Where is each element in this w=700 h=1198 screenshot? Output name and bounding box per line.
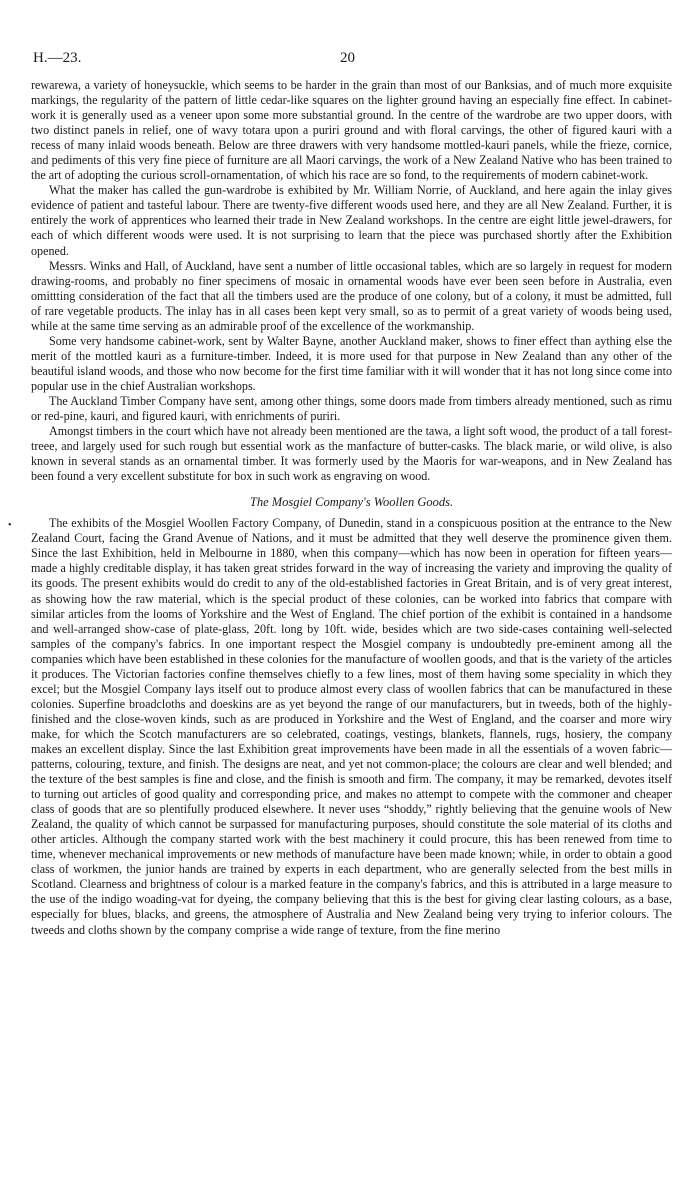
paragraph: Messrs. Winks and Hall, of Auckland, have sent a number of little occasional tables, which are so largely in request for modern drawing-rooms, and probably no finer specimens of mosaic in ornamental woods have ever been seen before in Australia, even omittting consideration of the fact that all the timbers used are the produce of one colony, but of a colony, it must be admitted, full of rare vegetable products. The inlay has in all cases been kept very small, so as to permit of a great variety of woods being used, while at the same time serving as an admirable proof of the excellence of the workmanship. bbox=[31, 258, 672, 333]
page-number: 20 bbox=[340, 50, 355, 66]
paragraph: Amongst timbers in the court which have not already been mentioned are the tawa, a light soft wood, the product of a tall forest-treee, and largely used for such rough but essential work as the manfacture of butter-casks. The black marie, or wild olive, is also known in several stands as an ornamental timber. It was formerly used by the Maoris for war-weapons, and in New Zealand has been found a very excellent substitute for box in such work as engraving on wood. bbox=[31, 424, 672, 484]
paragraph: The exhibits of the Mosgiel Woollen Factory Company, of Dunedin, stand in a conspicuous position at the entrance to the New Zealand Court, facing the Grand Avenue of Nations, and it must be admitted that they well deserve the prominence given them. Since the last Exhibition, held in Melbourne in 1880, when this company—which has now been in operation for fifteen years—made a highly creditable display, it has taken great strides forward in the way of increasing the variety and improving the quality of its goods. The present exhibits would do credit to any of the old-established factories in Great Britain, and is of very great interest, as showing how the raw material, which is the special product of these colonies, can be worked into fabrics that compare with similar articles from the looms of Yorkshire and the West of England. The chief portion of the exhibit is contained in a handsome and well-arranged show-case of plate-glass, 20ft. long by 10ft. wide, besides which are two side-cases containing well-selected samples of the company's fabrics. In one important respect the Mosgiel company is undoubtedly pre-eminent among all the companies which have been established in these colonies for the manufacture of woollen goods, and that is the variety of the articles it produces. The Victorian factories confine themselves chiefly to a few lines, most of them having some speciality in which they excel; but the Mosgiel Company lays itself out to produce almost every class of woollen fabrics that can be manufactured in these colonies. Superfine broadcloths and doeskins are as yet beyond the range of our manufacturers, but in tweeds, both of the highly-finished and the close-woven kinds, such as are produced in Yorkshire and the West of England, and the coarser and more wiry make, for which the Scotch manufacturers are so celebrated, coatings, vestings, blankets, flannels, rugs, hosiery, the company makes an excellent display. Since the last Exhibition great improvements have been made in all the essentials of a woven fabric—patterns, colouring, texture, and finish. The designs are neat, and yet not common-place; the colours are clear and well blended; and the texture of the best samples is fine and close, and the finish is smooth and firm. The company, it may be remarked, devotes itself to turning out articles of good quality and corresponding price, and makes no attempt to compete with the commoner and cheaper class of goods that are so plentifully produced elsewhere. It never uses “shoddy,” rightly believing that the genuine wools of New Zealand, the quality of which cannot be surpassed for manufacturing purposes, should constitute the sole material of its cloths and other articles. Although the company started work with the best machinery it could procure, this has been renewed from time to time, whenever mechanical improvements or new methods of manufacture have been made known; while, in order to obtain a good class of workmen, the junior hands are trained by experts in each department, who are generally selected from the best mills in Scotland. Clearness and brightness of colour is a marked feature in the company's fabrics, and this is attributed in a large measure to the use of the indigo woading-vat for dyeing, the company believing that this is the best for giving clear lasting colours, as a base, especially for blues, blacks, and greens, the atmosphere of Australia and New Zealand being very trying to inferior colours. The tweeds and cloths shown by the company comprise a wide range of texture, from the fine merino bbox=[31, 516, 672, 937]
margin-mark: • bbox=[8, 520, 12, 531]
section-heading: The Mosgiel Company's Woollen Goods. bbox=[249, 495, 454, 510]
paragraph: Some very handsome cabinet-work, sent by Walter Bayne, another Auckland maker, shows to finer effect than aything else the merit of the mottled kauri as a furniture-timber. Indeed, it is more used for that purpose in New Zealand than any other of the beautiful island woods, and those who now become for the first time familiar with it will wonder that it has not long since come into popular use in the chief Australian workshops. bbox=[31, 333, 672, 393]
paragraph: The Auckland Timber Company have sent, among other things, some doors made from timbers already mentioned, such as rimu or red-pine, kauri, and figured kauri, with enrichments of puriri. bbox=[31, 393, 672, 424]
document-reference: H.—23. bbox=[33, 50, 82, 66]
paragraph: rewarewa, a variety of honeysuckle, which seems to be harder in the grain than most of our Banksias, and of much more exquisite markings, the regularity of the pattern of little cedar-like squares on the lighter ground having an especially fine effect. In cabinet-work it is generally used as a veneer upon some more substantial ground. In the centre of the wardrobe are two upper doors, with two distinct panels in relief, one of wavy totara upon a puriri ground and with floral carvings, the other of figured kauri with a recess of many inlaid woods beneath. Below are three drawers with very handsome mottled-kauri panels, while the frieze, cornice, and pediments of this very fine piece of furniture are all Maori carvings, the work of a New Zealand Native who has been trained to the art of adopting the curious scroll-ornamentation, of which his race are so fond, to the requirements of modern cabinet-work. bbox=[31, 78, 672, 183]
paragraph: What the maker has called the gun-wardrobe is exhibited by Mr. William Norrie, of Auckland, and here again the inlay gives evidence of patient and tasteful labour. There are twenty-five different woods used here, and they are all New Zealand. Further, it is entirely the work of apprentices who learned their trade in New Zealand workshops. In the centre are eight little jewel-drawers, for each of which different woods were used. It is not surprising to learn that the piece was purchased shortly after the Exhibition opened. bbox=[31, 183, 672, 258]
document-body bbox=[31, 78, 672, 938]
